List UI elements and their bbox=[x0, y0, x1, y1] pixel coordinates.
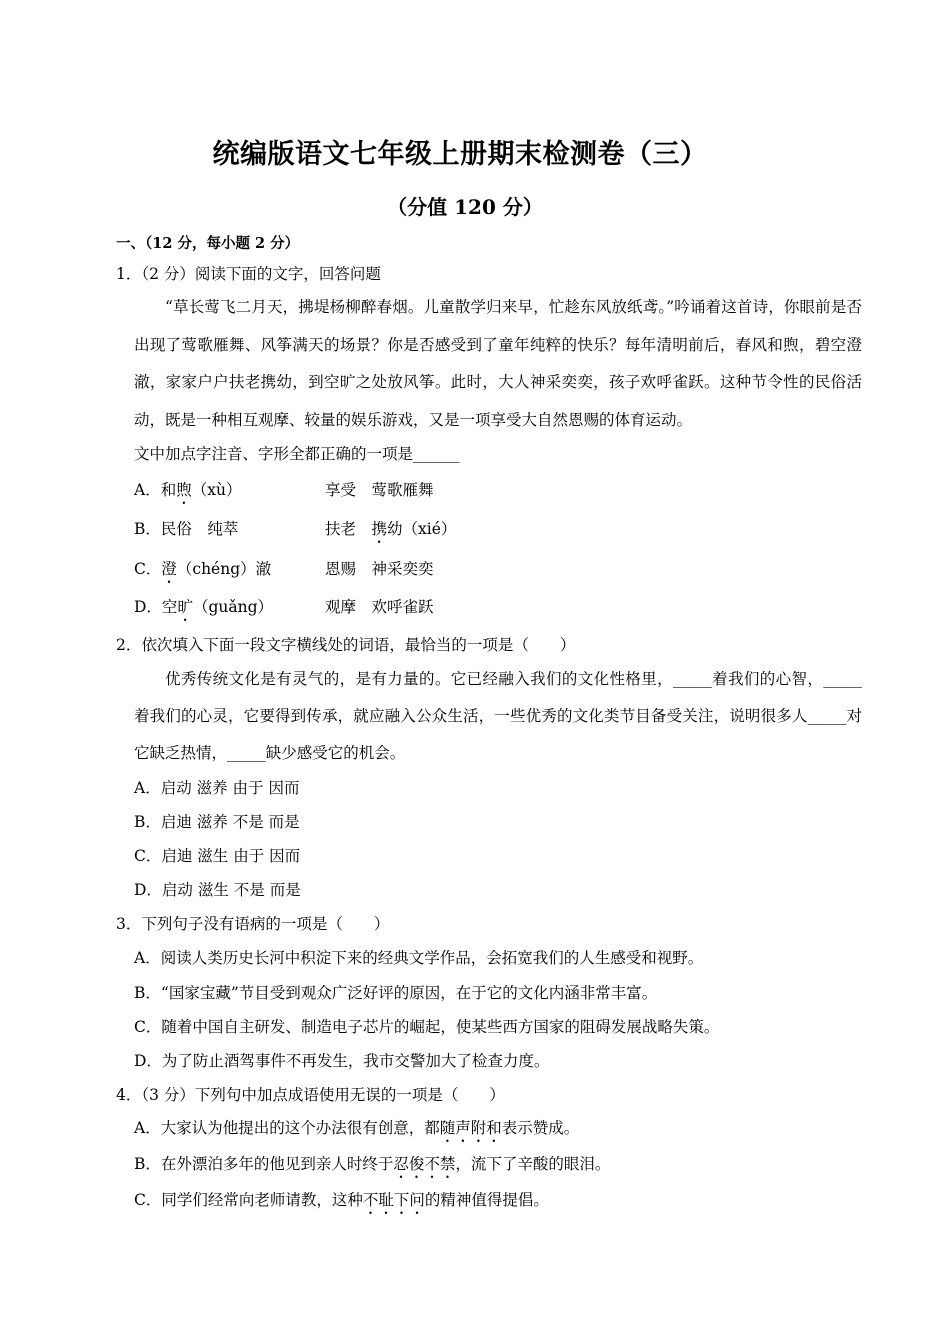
option-text: B．在外漂泊多年的他见到亲人时终于 bbox=[134, 1155, 394, 1173]
option-text: D．空 bbox=[134, 598, 178, 616]
option-text: ，流下了辛酸的眼泪。 bbox=[455, 1155, 611, 1173]
page-subtitle: （分值 120 分） bbox=[387, 195, 543, 219]
section-heading: 一、（12 分，每小题 2 分） bbox=[116, 235, 300, 252]
page-title: 统编版语文七年级上册期末检测卷（三） bbox=[212, 139, 708, 170]
option-text: 表示赞成。 bbox=[501, 1119, 580, 1137]
q1-passage: “草长莺飞二月天，拂堤杨柳醉春烟。儿童散学归来早，忙趁东风放纸鸢。”吟诵着这首诗，你眼前是否出现了莺歌雁舞、风筝满天的场景？你是否感受到了童年纯粹的快乐？每年清明前后，春风和煦，碧空澄澈，家家户户扶老携幼，到空旷之处放风筝。此时，大人神采奕奕，孩子欢呼雀跃。这种节令性的民俗活动，既是一种相互观摩、较量的娱乐游戏，又是一项享受大自然恩赐的体育运动。 bbox=[134, 298, 862, 429]
q1-option-d[interactable] bbox=[134, 597, 273, 625]
option-text: B．民俗 纯萃 bbox=[134, 520, 239, 538]
q2-option-b[interactable]: B．启迪 滋养 不是 而是 bbox=[134, 813, 300, 831]
dotted-char: 煦 bbox=[176, 481, 192, 499]
option-text: 扶老 bbox=[325, 520, 372, 538]
q1-option-a-words: 享受 莺歌雁舞 bbox=[325, 481, 434, 499]
q3-stem: 3．下列句子没有语病的一项是（ ） bbox=[116, 915, 390, 933]
q1-ask: 文中加点字注音、字形全都正确的一项是______ bbox=[134, 445, 460, 463]
option-text: C． bbox=[134, 560, 162, 578]
dotted-idiom: 忍俊不禁 bbox=[393, 1155, 456, 1173]
q4-stem: 4．（3 分）下列句中加点成语使用无误的一项是（ ） bbox=[116, 1086, 505, 1104]
q3-option-b[interactable]: B．“国家宝藏”节目受到观众广泛好评的原因，在于它的文化内涵非常丰富。 bbox=[134, 984, 658, 1002]
q1-option-d-words: 观摩 欢呼雀跃 bbox=[325, 598, 434, 616]
option-text: （chéng）澈 bbox=[176, 560, 272, 578]
option-text: C．同学们经常向老师请教，这种 bbox=[134, 1191, 363, 1209]
q1-option-b-words bbox=[325, 519, 456, 547]
q3-option-d[interactable]: D．为了防止酒驾事件不再发生，我市交警加大了检查力度。 bbox=[134, 1052, 550, 1070]
dotted-idiom: 不耻下问 bbox=[362, 1191, 425, 1209]
option-text: A．和 bbox=[134, 481, 177, 499]
q2-stem: 2．依次填入下面一段文字横线处的词语，最恰当的一项是（ ） bbox=[116, 636, 576, 654]
dotted-char: 携 bbox=[371, 520, 388, 538]
q1-option-b[interactable] bbox=[134, 519, 238, 539]
q2-option-d[interactable]: D．启动 滋生 不是 而是 bbox=[134, 881, 301, 899]
q2-option-c[interactable]: C．启迪 滋生 由于 因而 bbox=[134, 847, 301, 865]
q3-option-a[interactable]: A．阅读人类历史长河中积淀下来的经典文学作品，会拓宽我们的人生感受和视野。 bbox=[134, 949, 704, 967]
dotted-idiom: 随声附和 bbox=[439, 1119, 502, 1137]
q1-option-c[interactable] bbox=[134, 559, 271, 587]
option-text: A．大家认为他提出的这个办法很有创意，都 bbox=[134, 1119, 440, 1137]
q4-option-b[interactable] bbox=[134, 1154, 610, 1182]
option-text: 的精神值得提倡。 bbox=[424, 1191, 549, 1209]
option-text: 幼（xié） bbox=[387, 520, 457, 538]
q4-option-c[interactable] bbox=[134, 1190, 549, 1218]
q2-passage: 优秀传统文化是有灵气的，是有力量的。它已经融入我们的文化性格里，_____着我们的心智，_____着我们的心灵，它要得到传承，就应融入公众生活，一些优秀的文化类节目备受关注，说明很多人_____对它缺乏热情，_____缺少感受它的机会。 bbox=[134, 670, 862, 762]
option-text: （guǎng） bbox=[192, 598, 274, 616]
q1-stem: 1．（2 分）阅读下面的文字，回答问题 bbox=[116, 265, 381, 283]
q1-option-a[interactable] bbox=[134, 480, 241, 508]
dotted-char: 澄 bbox=[161, 560, 177, 578]
q3-option-c[interactable]: C．随着中国自主研发、制造电子芯片的崛起，使某些西方国家的阻碍发展战略失策。 bbox=[134, 1018, 720, 1036]
option-text: （xù） bbox=[191, 481, 242, 499]
dotted-char: 旷 bbox=[177, 598, 193, 616]
q4-option-a[interactable] bbox=[134, 1118, 579, 1146]
q1-option-c-words: 恩赐 神采奕奕 bbox=[325, 560, 434, 578]
q2-option-a[interactable]: A．启动 滋养 由于 因而 bbox=[134, 779, 300, 797]
